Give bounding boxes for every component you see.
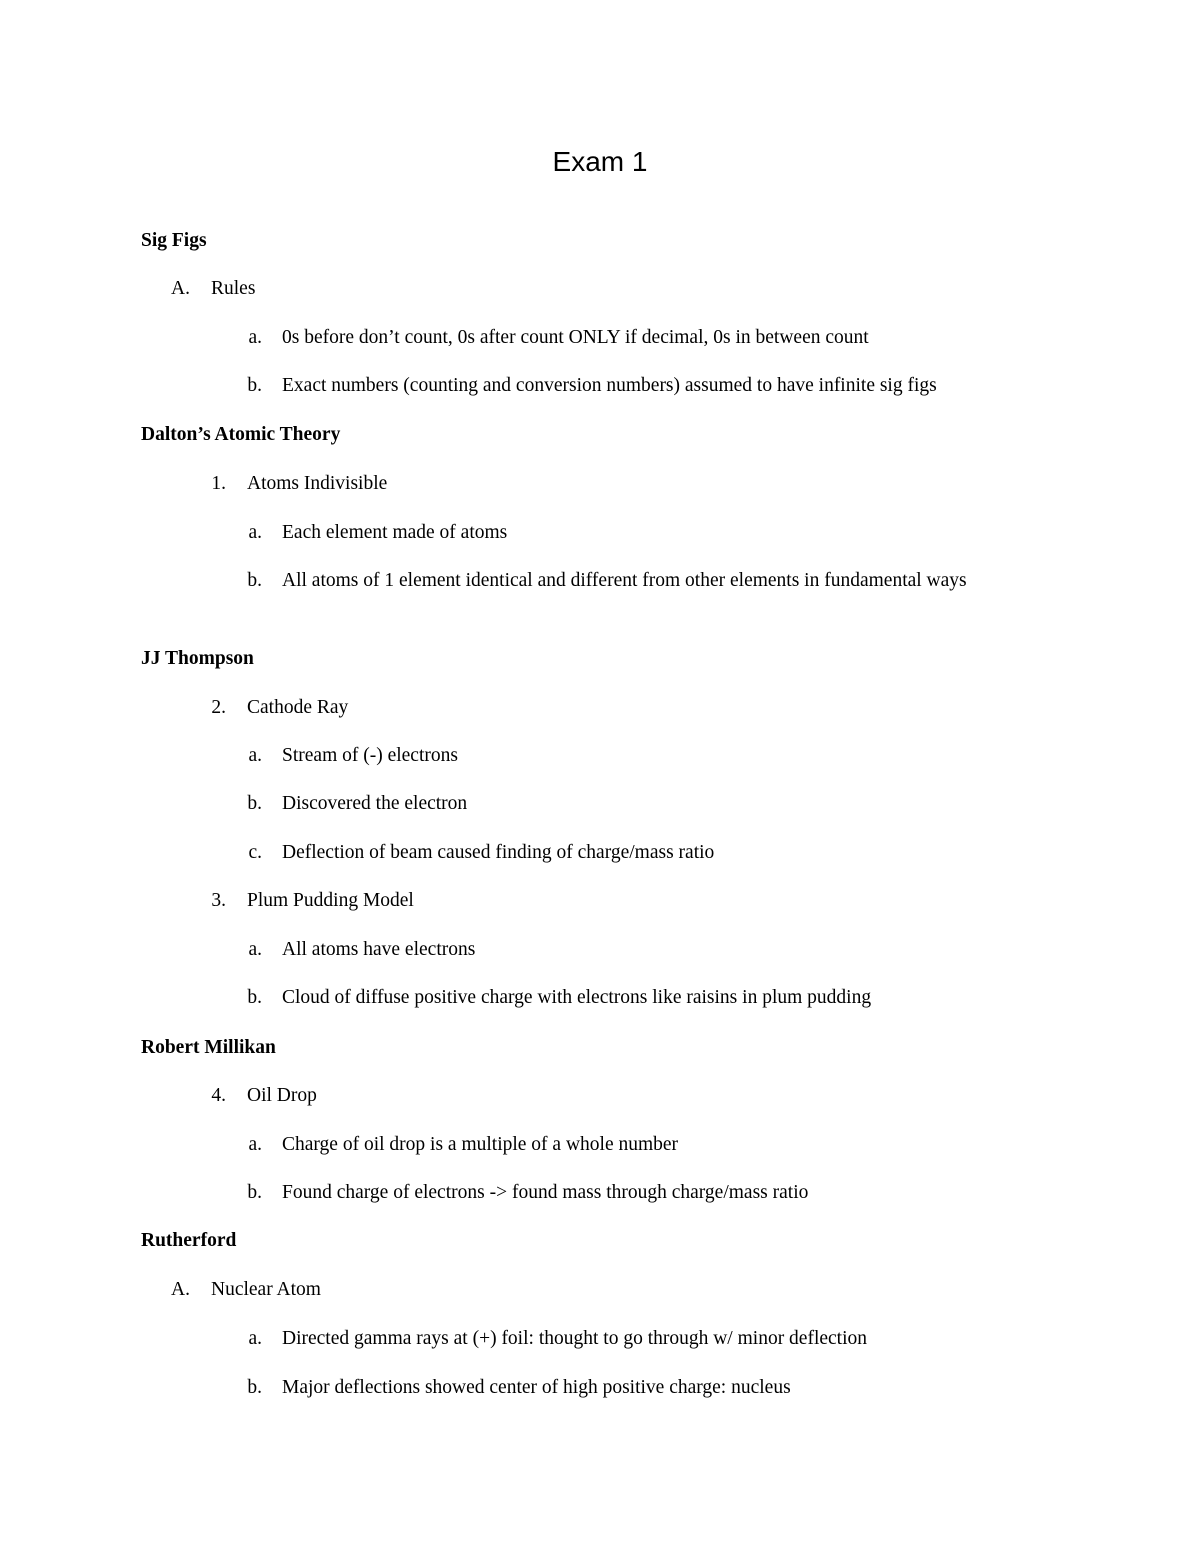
subitem-text: Cloud of diffuse positive charge with electrons like raisins in plum pudding (282, 987, 872, 1008)
subitem-marker: b. (247, 1182, 262, 1203)
subitem-marker: b. (247, 375, 262, 396)
subitem-marker: a. (248, 522, 262, 543)
item-marker: 2. (211, 697, 226, 718)
subitem-marker: b. (247, 793, 262, 814)
subitem-marker: b. (247, 570, 262, 591)
item-text: Rules (211, 278, 256, 299)
subitem-marker: a. (248, 1134, 262, 1155)
item-text: Plum Pudding Model (247, 890, 414, 911)
item-marker: A. (171, 1279, 190, 1300)
subitem-marker: a. (248, 327, 262, 348)
item-marker: 3. (211, 890, 226, 911)
section-heading-dalton: Dalton’s Atomic Theory (141, 424, 341, 445)
subitem-marker: a. (248, 745, 262, 766)
item-marker: 4. (211, 1085, 226, 1106)
subitem-text: Major deflections showed center of high positive charge: nucleus (282, 1377, 791, 1398)
subitem-marker: c. (248, 842, 262, 863)
item-text: Oil Drop (247, 1085, 317, 1106)
subitem-text: All atoms have electrons (282, 939, 476, 960)
subitem-text: Deflection of beam caused finding of charge/mass ratio (282, 842, 715, 863)
subitem-text: Discovered the electron (282, 793, 468, 814)
subitem-marker: b. (247, 987, 262, 1008)
section-heading-rutherford: Rutherford (141, 1230, 237, 1251)
item-text: Cathode Ray (247, 697, 349, 718)
subitem-text: Stream of (-) electrons (282, 745, 458, 766)
item-text: Nuclear Atom (211, 1279, 321, 1300)
subitem-text: Exact numbers (counting and conversion numbers) assumed to have infinite sig figs (282, 375, 937, 396)
section-heading-millikan: Robert Millikan (141, 1037, 276, 1058)
section-heading-jj-thompson: JJ Thompson (141, 648, 254, 669)
subitem-text: Directed gamma rays at (+) foil: thought to go through w/ minor deflection (282, 1328, 868, 1349)
subitem-marker: b. (247, 1377, 262, 1398)
item-marker: 1. (211, 473, 226, 494)
subitem-text: Found charge of electrons -> found mass through charge/mass ratio (282, 1182, 809, 1203)
item-marker: A. (171, 278, 190, 299)
subitem-text: 0s before don’t count, 0s after count ONLY if decimal, 0s in between count (282, 327, 869, 348)
section-heading-sig-figs: Sig Figs (141, 230, 207, 251)
subitem-marker: a. (248, 939, 262, 960)
item-text: Atoms Indivisible (247, 473, 388, 494)
subitem-text: Each element made of atoms (282, 522, 508, 543)
subitem-text: Charge of oil drop is a multiple of a whole number (282, 1134, 679, 1155)
subitem-marker: a. (248, 1328, 262, 1349)
subitem-text: All atoms of 1 element identical and different from other elements in fundamental ways (282, 570, 967, 591)
page-title: Exam 1 (552, 146, 648, 177)
